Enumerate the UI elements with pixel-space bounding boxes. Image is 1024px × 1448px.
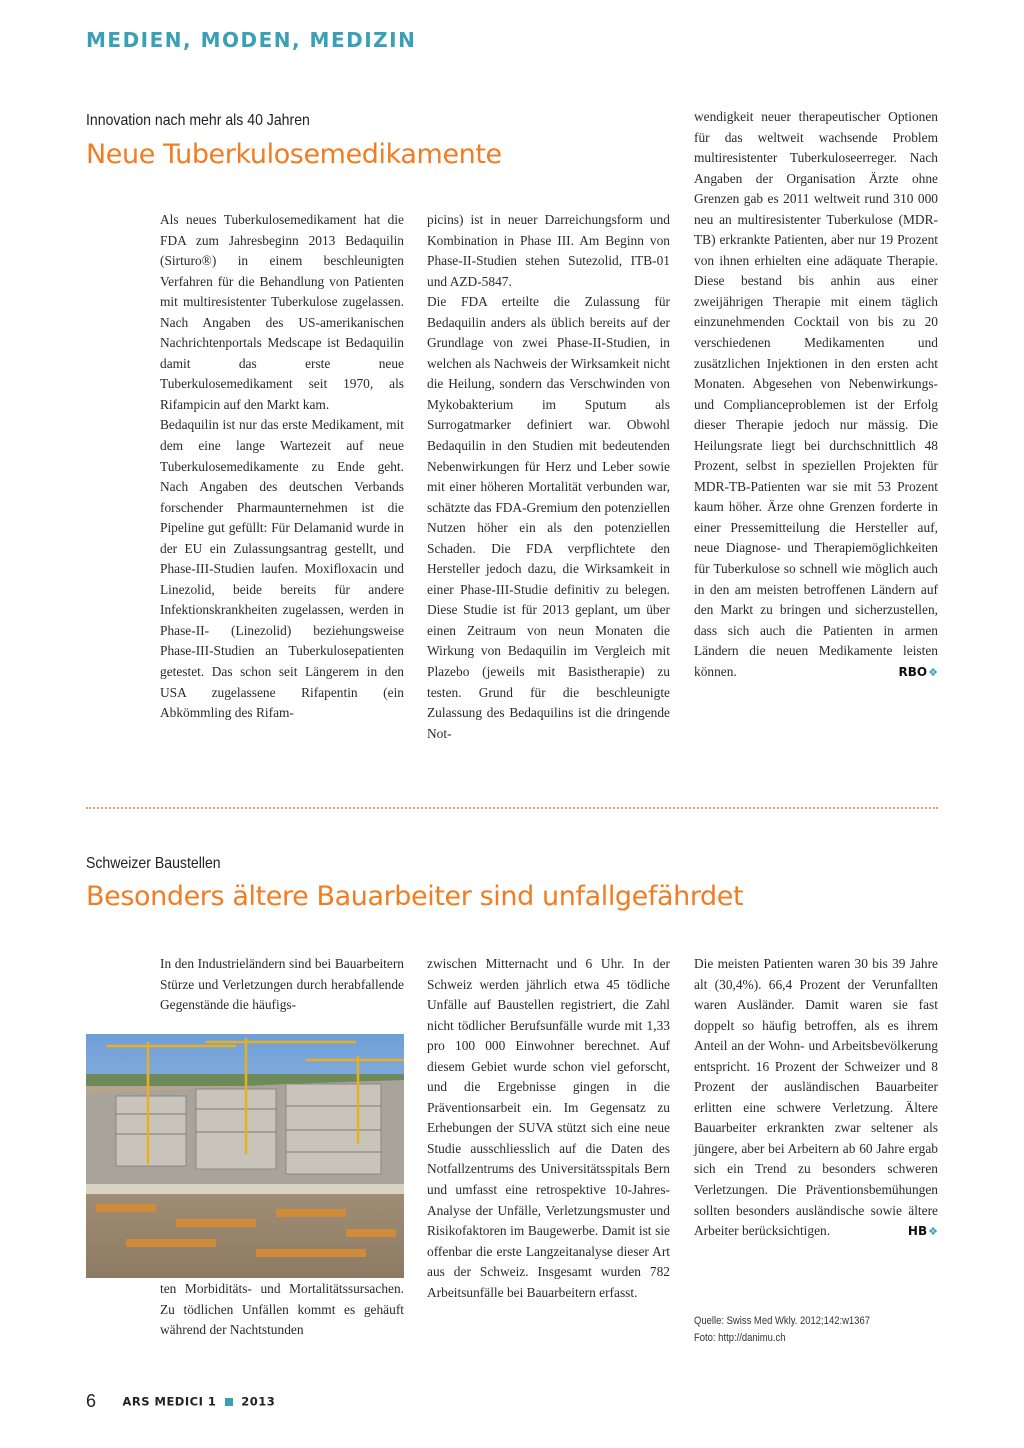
- article-divider: [86, 807, 938, 809]
- square-icon: [225, 1398, 233, 1406]
- article1-paragraph: Als neues Tuberkulosemedikament hat die FDA zum Jahresbeginn 2013 Bedaquilin (Sirturo®) in einem beschleunigten Verfahren für die Behandlung von Patienten mit multiresistenter Tuberkulose zugelassen. Nach Angaben des US-amerikanischen Nachrichtenportals Medscape ist Bedaquilin damit das erste neue Tuberkulosemedikament seit 1970, als Rifampicin auf den Markt kam.: [160, 212, 404, 412]
- journal-year: 2013: [241, 1394, 276, 1409]
- author-signature: [908, 1221, 938, 1243]
- article1-kicker: Innovation nach mehr als 40 Jahren: [86, 112, 310, 129]
- signature-text: RBO: [898, 664, 928, 679]
- construction-site-photo: [86, 1034, 404, 1278]
- article2-column-1-top: [160, 954, 404, 1016]
- article2-column-1-bottom: [160, 1279, 404, 1341]
- article1-paragraph: Die FDA erteilte die Zulassung für Bedaquilin anders als üblich bereits auf der Grundlage von zwei Phase-II-Studien, in welchen als Nachweis der Wirksamkeit nicht die Heilung, sondern das Verschwinden von Mykobakterium im Sputum als Surrogatmarker definiert war. Obwohl Bedaquilin in den Studien mit bedeutenden Nebenwirkungen für Herz und Leber sowie mit einer höheren Mortalität verbunden war, schätzte das FDA-Gremium den potenziellen Nutzen höher ein als den potenziellen Schaden. Die FDA verpflichtete den Hersteller jedoch dazu, die Wirksamkeit in einer Phase-III-Studie definitiv zu belegen. Diese Studie ist für 2013 geplant, um über einen Zeitraum von neun Monaten die Wirkung von Bedaquilin im Vergleich mit Plazebo (jeweils mit Basistherapie) zu testen. Grund für die beschleunigte Zulassung des Bedaquilins ist die dringende Not-: [427, 294, 670, 741]
- article2-paragraph: ten Morbiditäts- und Mortalitätssursachen. Zu tödlichen Unfällen kommt es gehäuft während der Nachtstunden: [160, 1281, 404, 1338]
- article2-column-3: [694, 954, 938, 1243]
- article1-paragraph: Bedaquilin ist nur das erste Medikament, mit dem eine lange Wartezeit auf neue Tuberkulosemedikamente zu Ende geht. Nach Angaben des deutschen Verbands forschender Pharmaunternehmen ist die Pipeline gut gefüllt: Für Delamanid wurde in der EU ein Zulassungsantrag gestellt, und Phase-III-Studien laufen. Moxifloxacin und Linezolid, beide bereits für andere Infektionskrankheiten zugelassen, werden in Phase-II- (Linezolid) beziehungsweise Phase-III-Studien an Tuberkulosepatienten getestet. Das schon seit Längerem in den USA zugelassene Rifapentin (ein Abkömmling des Rifam-: [160, 417, 404, 721]
- diamond-icon: ❖: [928, 1225, 938, 1239]
- article1-paragraph: picins) ist in neuer Darreichungsform und Kombination in Phase III. Am Beginn von Phase-II-Studien stehen Sutezolid, ITB-01 und AZD-5847.: [427, 212, 670, 289]
- article2-kicker: Schweizer Baustellen: [86, 855, 221, 872]
- article1-headline: Neue Tuberkulosemedikamente: [86, 139, 502, 170]
- article1-paragraph: [694, 107, 938, 682]
- diamond-icon: ❖: [928, 665, 938, 679]
- page-footer: [86, 1391, 275, 1412]
- article2-column-2: [427, 954, 670, 1303]
- article1-column-1: [160, 210, 404, 724]
- article2-headline: Besonders ältere Bauarbeiter sind unfallgefährdet: [86, 881, 744, 912]
- article1-column-2: [427, 210, 670, 744]
- article2-paragraph: In den Industrieländern sind bei Bauarbeitern Stürze und Verletzungen durch herabfallende Gegenstände die häufigs-: [160, 956, 404, 1013]
- article2-paragraph-text: Die meisten Patienten waren 30 bis 39 Jahre alt (30,4%). 66,4 Prozent der Verunfallten waren Ausländer. Damit waren sie fast doppelt so häufig betroffen, als es ihrem Anteil an der Wohn- und Arbeitsbevölkerung entspricht. 16 Prozent der Schweizer und 8 Prozent der ausländischen Bauarbeiter erlitten eine schwere Verletzung. Ältere Bauarbeiter erkrankten zwar seltener als jüngere, aber bei Arbeitern ab 60 Jahre ergab sich ein Trend zu besonders schweren Verletzungen. Die Präventionsbemühungen sollten besonders ausländische sowie ältere Arbeiter berücksichtigen.: [694, 956, 938, 1239]
- page-number: 6: [86, 1391, 97, 1411]
- source-citation: Quelle: Swiss Med Wkly. 2012;142:w1367: [694, 1315, 870, 1327]
- source-block: [694, 1313, 870, 1347]
- signature-text: HB: [907, 1224, 928, 1239]
- author-signature: [899, 662, 938, 684]
- article2-paragraph: [694, 954, 938, 1242]
- article1-paragraph-text: wendigkeit neuer therapeutischer Optionen für das weltweit wachsende Problem multiresistenter Tuberkuloseerreger. Nach Angaben der Organisation Ärzte ohne Grenzen gab es 2011 weltweit rund 310 000 neu an multiresistenter Tuberkulose (MDR-TB) erkrankte Patienten, aber nur 19 Prozent von ihnen erhielten eine adäquate Therapie. Diese bestand bis anhin aus einer zweijährigen Therapie mit einem täglich einzunehmenden Cocktail von bis zu 20 verschiedenen Medikamenten und zusätzlichen Injektionen in den ersten acht Monaten. Abgesehen von Nebenwirkungs- und Complianceproblemen ist der Erfolg dieser Therapie jedoch nur mässig. Die Heilungsrate liegt bei durchschnittlich 48 Prozent, selbst in speziellen Projekten für MDR-TB-Patienten war sie mit 53 Prozent kaum höher. Ärze ohne Grenzen forderte in einer Pressemitteilung die Hersteller auf, neue Diagnose- und Therapiemöglichkeiten für Tuberkulose so schnell wie möglich auch in den am meisten betroffenen Ländern auf den Markt zu bringen und sicherzustellen, dass sich auch die Patienten in armen Ländern die neuen Medikamente leisten können.: [694, 109, 938, 679]
- journal-name: ARS MEDICI 1: [122, 1394, 217, 1409]
- article1-column-3: [694, 107, 938, 683]
- section-header: MEDIEN, MODEN, MEDIZIN: [86, 28, 417, 52]
- photo-credit: Foto: http://danimu.ch: [694, 1332, 786, 1344]
- article2-paragraph: zwischen Mitternacht und 6 Uhr. In der Schweiz werden jährlich etwa 45 tödliche Unfälle auf Baustellen registriert, die Zahl nicht tödlicher Berufsunfälle wurde mit 1,33 pro 100 000 Einwohner berechnet. Auf diesem Gebiet wurde schon viel geforscht, und die Ergebnisse gingen in die Präventionsarbeit ein. Im Gegensatz zu Erhebungen der SUVA stützt sich eine neue Studie ausschliesslich auf die Daten des Notfallzentrums des Universitätsspitals Bern und umfasst eine retrospektive 10-Jahres-Analyse der Unfälle, Verletzungsmuster und Risikofaktoren im Baugewerbe. Damit ist sie offenbar die erste Langzeitanalyse dieser Art aus der Schweiz. Insgesamt wurden 782 Arbeitsunfälle bei Bauarbeitern erfasst.: [427, 956, 670, 1300]
